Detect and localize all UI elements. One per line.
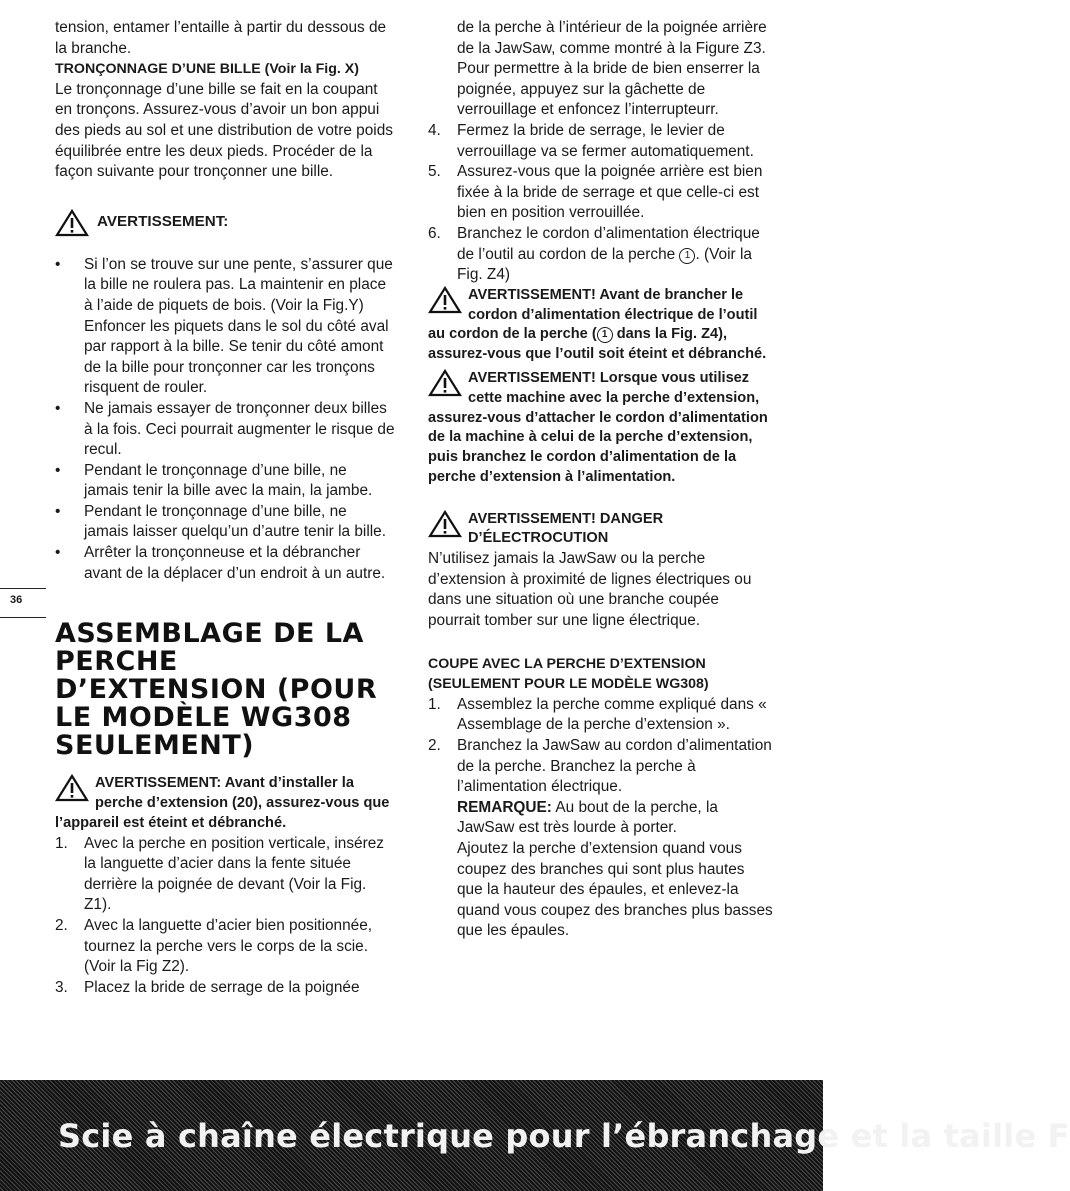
page-number: 36 [0, 594, 36, 606]
left-column [55, 18, 395, 998]
list-item: 4. Fermez la bride de serrage, le levier de verrouillage va se fermer automatiquement. [428, 121, 754, 160]
assembly-steps [55, 834, 395, 999]
warning-triangle-icon [55, 209, 89, 237]
list-item: 1. Assemblez la perche comme expliqué dans « Assemblage de la perche d’extension ». [428, 695, 767, 734]
warning-triangle-icon [428, 286, 462, 314]
warning-triangle-icon [428, 369, 462, 397]
callout-number: 1 [597, 327, 613, 343]
danger-body: N’utilisez jamais la JawSaw ou la perche d’extension à proximité de lignes électriques ou dans une situation où une branche coupée pourrait tomber sur une ligne électrique. [428, 550, 752, 630]
assembly-title: ASSEMBLAGE DE LA PERCHE D’EXTENSION (POUR LE MODÈLE WG308 SEULEMENT) [55, 618, 378, 762]
footer-title: Scie à chaîne électrique pour l’ébranchage et la taille F [58, 1116, 1070, 1155]
cutting-steps [428, 695, 773, 798]
list-item: 3. Placez la bride de serrage de la poignée [55, 978, 360, 996]
list-item: • Pendant le tronçonnage d’une bille, ne jamais laisser quelqu’un d’autre tenir la bille. [55, 502, 395, 543]
list-item: • Pendant le tronçonnage d’une bille, ne jamais tenir la bille avec la main, la jambe. [55, 461, 395, 502]
list-item: • Ne jamais essayer de tronçonner deux billes à la fois. Ceci pourrait augmenter le risque de recul. [55, 399, 395, 461]
section-heading-cutting: COUPE AVEC LA PERCHE D’EXTENSION (SEULEMENT POUR LE MODÈLE WG308) [428, 655, 709, 693]
remark-label: REMARQUE: [457, 798, 552, 816]
warning-cord-connection: AVERTISSEMENT! Avant de brancher le cordon d’alimentation électrique de l’outil au cordon de la perche ( 1 dans la Fig. Z4), assurez-vous que l’outil soit éteint et débranché. [428, 286, 767, 363]
remark: REMARQUE: Au bout de la perche, la JawSaw est très lourde à porter. [457, 798, 718, 837]
list-item: 1. Avec la perche en position verticale, insérez la languette d’acier dans la fente située derrière la poignée de devant (Voir la Fig. Z1). [55, 834, 384, 914]
remark-more: Ajoutez la perche d’extension quand vous coupez des branches qui sont plus hautes que la hauteur des épaules, et enlevez-la quand vous coupez des branches plus basses que les épaules. [457, 840, 773, 940]
section-heading-bucking: TRONÇONNAGE D’UNE BILLE (Voir la Fig. X) [55, 61, 359, 78]
list-item: • Si l’on se trouve sur une pente, s’assurer que la bille ne roulera pas. La maintenir en place à l’aide de piquets de bois. (Voir la Fig.Y) Enfoncer les piquets dans le sol du côté aval par rapport à la bille. Se tenir du côté amont de la bille pour tronçonner car les tronçons risquent de rouler. [55, 255, 395, 399]
list-item: 2. Branchez la JawSaw au cordon d’alimentation de la perche. Branchez la perche à l’alimentation électrique. [428, 737, 772, 796]
step-3-continued: de la perche à l’intérieur de la poignée arrière de la JawSaw, comme montré à la Figure Z3. Pour permettre à la bride de bien enserrer la poignée, appuyez sur la gâchette de verrouillage et enfoncez l’interrupteurr. [457, 19, 767, 119]
list-item: 5. Assurez-vous que la poignée arrière est bien fixée à la bride de serrage et que celle-ci est bien en position verrouillée. [428, 163, 763, 222]
assembly-steps-continued [428, 121, 773, 286]
list-item-extra: Enfoncer les piquets dans le sol du côté aval par rapport à la bille. Se tenir du côté amont de la bille pour tronçonner car les tronçons risquent de rouler. [84, 317, 389, 397]
callout-number: 1 [679, 248, 695, 264]
page-number-rule-bottom [0, 617, 46, 618]
list-item: • Arrêter la tronçonneuse et la débrancher avant de la déplacer d’un endroit à un autre. [55, 543, 395, 584]
warning-extension-use: AVERTISSEMENT! Lorsque vous utilisez cette machine avec la perche d’extension, assurez-vous d’attacher le cordon d’alimentation de la machine à celui de la perche d’extension, puis branchez le cordon d’alimentation de la perche d’extension à l’alimentation. [428, 369, 768, 485]
warning-bullet-list [55, 255, 395, 585]
intro-text: tension, entamer l’entaille à partir du dessous de la branche. [55, 19, 387, 57]
footer-banner [0, 1080, 1070, 1191]
assembly-warning: AVERTISSEMENT: Avant d’installer la perche d’extension (20), assurez-vous que l’appareil est éteint et débranché. [55, 775, 390, 831]
warning-triangle-icon [428, 510, 462, 538]
danger-warning: AVERTISSEMENT! DANGER D’ÉLECTROCUTION [428, 510, 773, 550]
list-item: 6. Branchez le cordon d’alimentation électrique de l’outil au cordon de la perche 1 . (Voir la Fig. Z4) [428, 224, 760, 284]
warning-title: AVERTISSEMENT: [97, 212, 229, 230]
warning-block [55, 209, 395, 237]
section-body-bucking: Le tronçonnage d’une bille se fait en la coupant en tronçons. Assurez-vous d’avoir un bon appui des pieds au sol et une distribution de votre poids équilibrée entre les deux pieds. Procéder de la façon suivante pour tronçonner une bille. [55, 80, 393, 181]
page-number-rule-top [0, 588, 46, 589]
right-column [428, 18, 773, 942]
warning-triangle-icon [55, 774, 89, 802]
list-item: 2. Avec la languette d’acier bien positionnée, tournez la perche vers le corps de la scie. (Voir la Fig Z2). [55, 917, 373, 976]
